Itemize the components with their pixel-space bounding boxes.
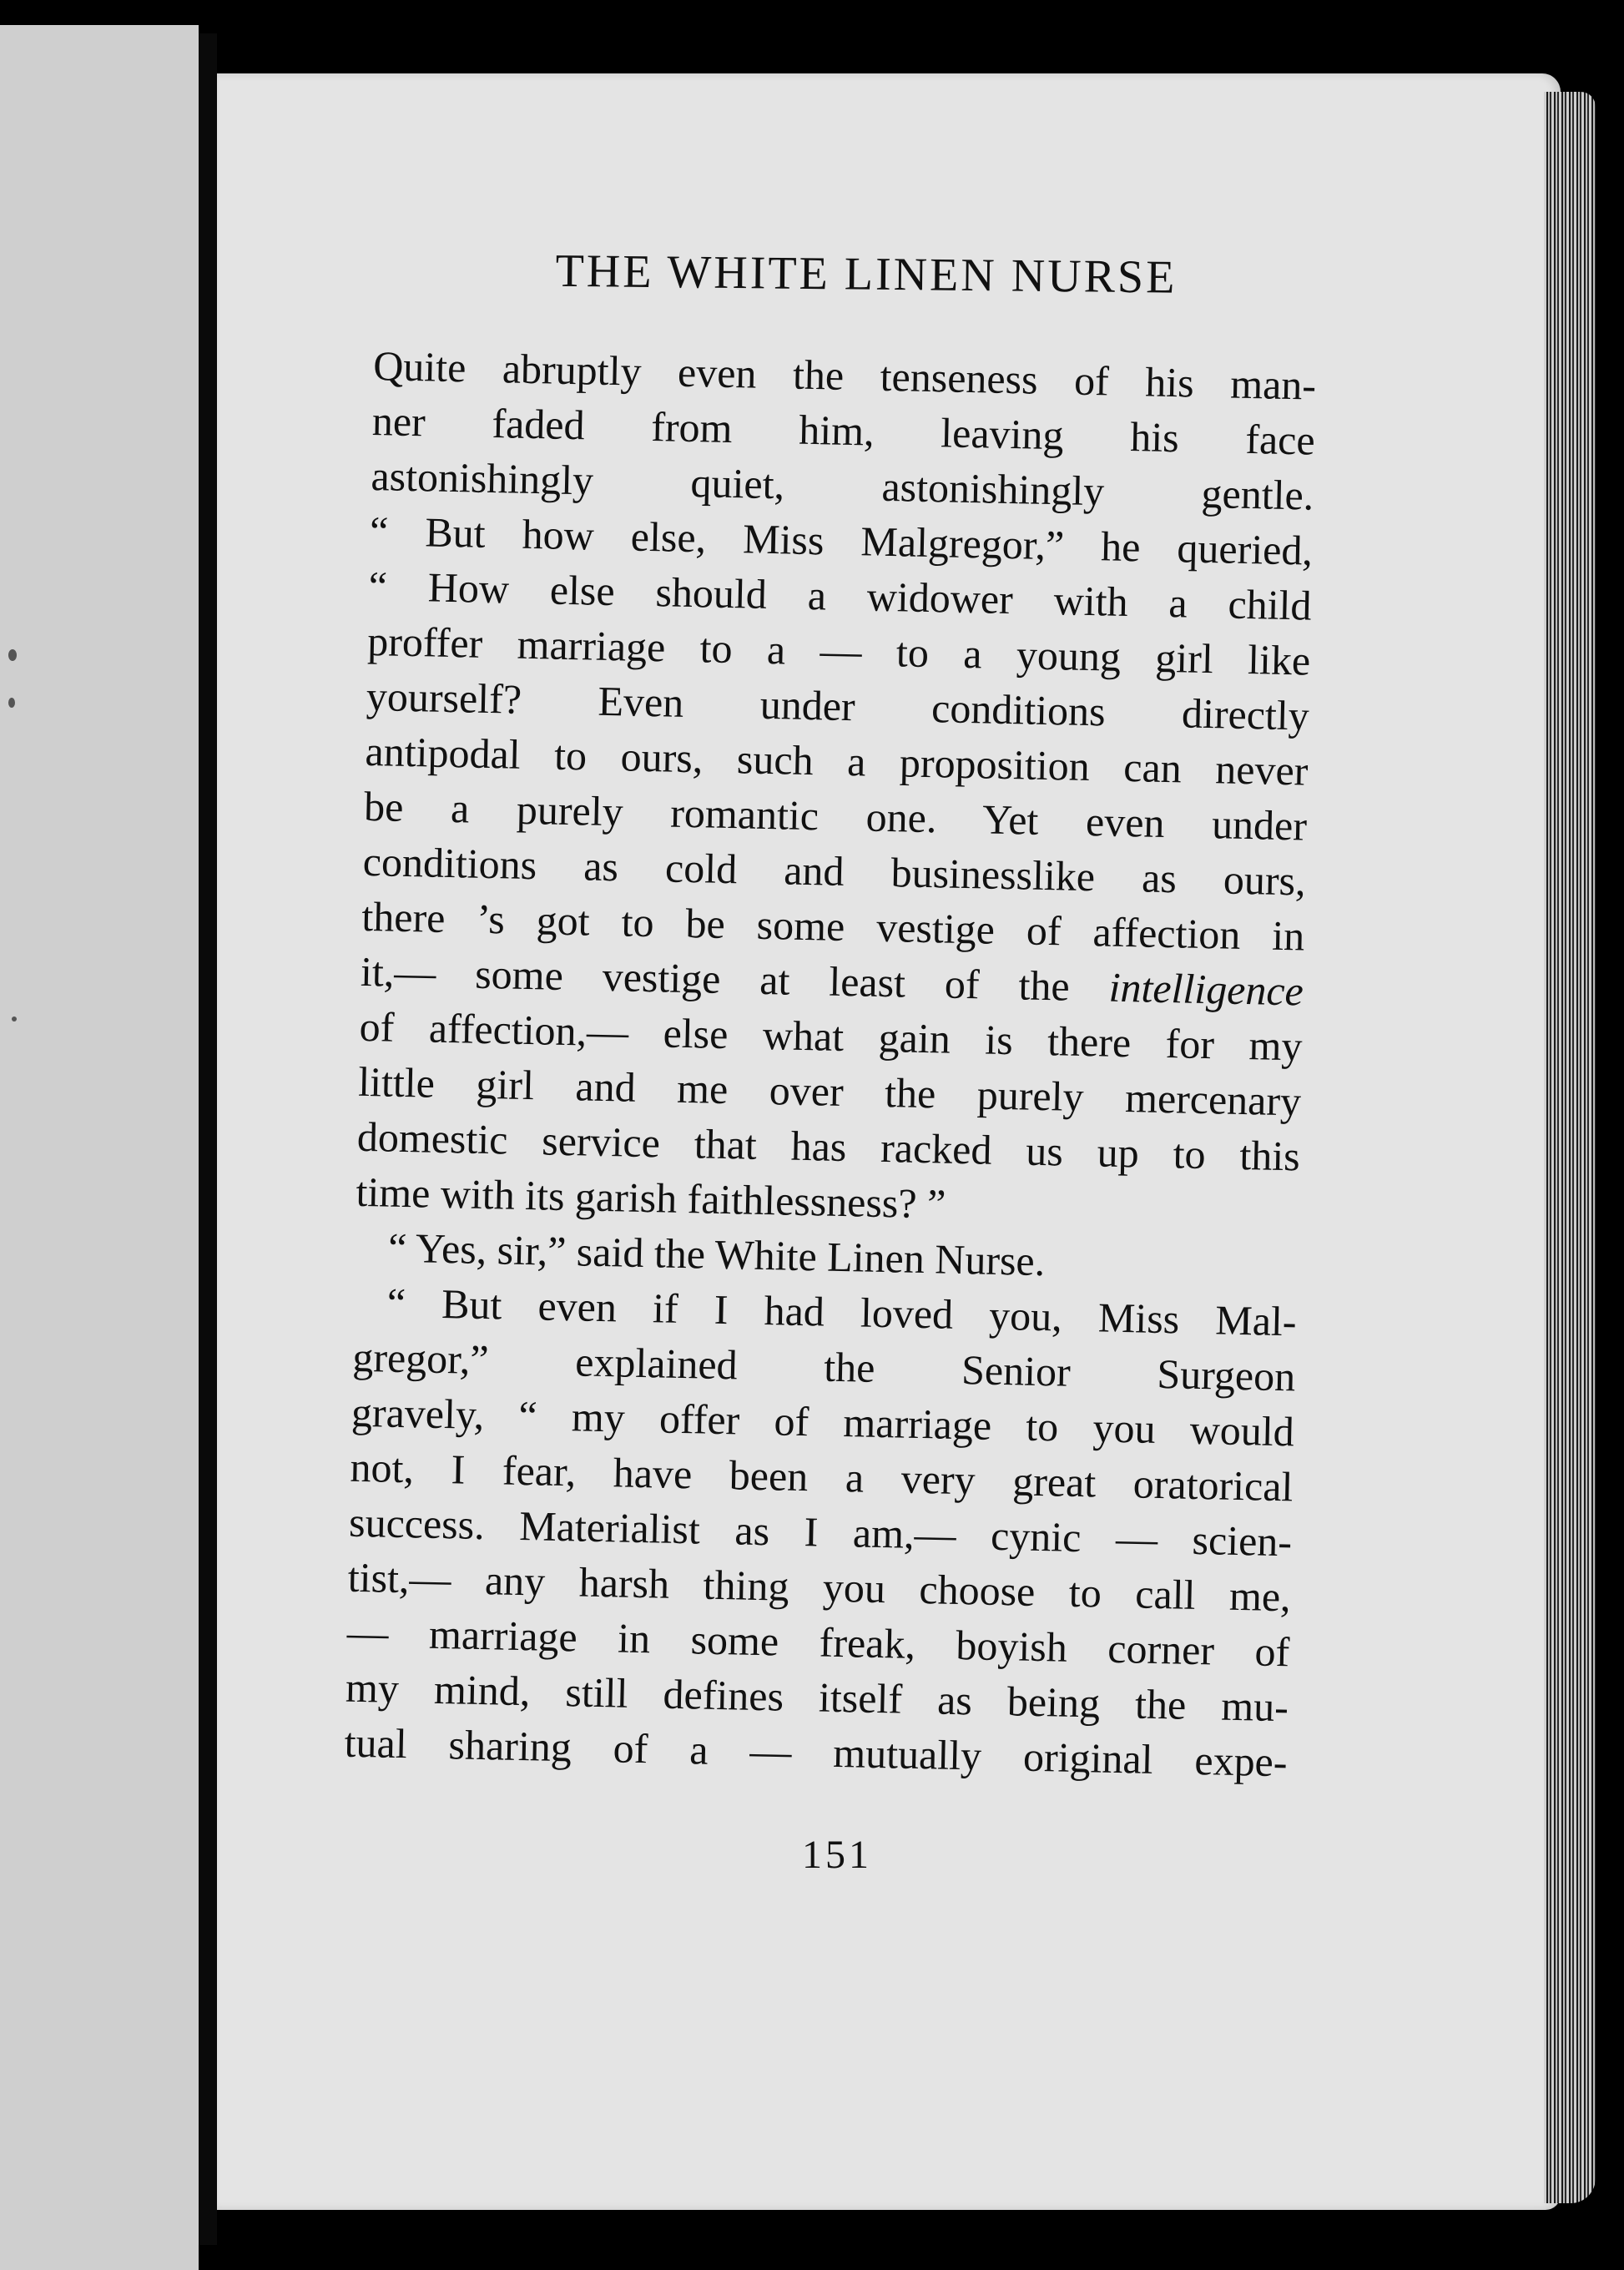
text-line-content: be a purely romantic one. Yet even under <box>363 782 1308 850</box>
left-page <box>0 25 199 2270</box>
text-line-content: it,— some vestige at least of the <box>360 947 1110 1011</box>
text-line-content: my mind, still defines itself as being the mu- <box>345 1663 1289 1731</box>
running-head: THE WHITE LINEN NURSE <box>555 245 1178 304</box>
text-line-content: tist,— any harsh thing you choose to call me, <box>347 1553 1292 1621</box>
text-line-content: little girl and me over the purely mercenary <box>357 1057 1302 1125</box>
text-line-content: conditions as cold and businesslike as ours, <box>362 837 1307 905</box>
text-line-content: antipodal to ours, such a proposition can never <box>365 727 1309 794</box>
italic-emphasis: intelligence <box>1108 963 1304 1015</box>
text-line-content: ner faded from him, leaving his face <box>371 396 1316 464</box>
text-line-content: “ But even if I had loved you, Miss Mal- <box>386 1279 1298 1345</box>
page-number: 151 <box>802 1833 872 1877</box>
text-line-content: of affection,— else what gain is there for my <box>359 1002 1304 1070</box>
text-line-content: proffer marriage to a — to a young girl like <box>366 617 1311 684</box>
text-line-content: not, I fear, have been a very great oratorical <box>350 1443 1294 1511</box>
text-line-content: “ But how else, Miss Malgregor,” he queried, <box>369 507 1314 574</box>
text-line-content: yourself? Even under conditions directly <box>366 672 1310 739</box>
text-line-content: time with its garish faithlessness? ” <box>355 1168 946 1228</box>
text-line-content: domestic service that has racked us up to this <box>356 1112 1301 1180</box>
scan-speck <box>8 649 17 661</box>
text-line-content: there ’s got to be some vestige of affection in <box>361 892 1305 960</box>
book-gutter <box>199 33 217 2245</box>
text-line-content: astonishingly quiet, astonishingly gentle. <box>370 451 1314 519</box>
text-line-content: — marriage in some freak, boyish corner of <box>345 1608 1290 1676</box>
body-text <box>344 338 1317 1789</box>
scan-speck <box>12 1016 17 1022</box>
text-line-content: tual sharing of a — mutually original expe- <box>344 1718 1289 1786</box>
text-line-content: “ How else should a widower with a child <box>368 562 1313 629</box>
text-line-content: gregor,” explained the Senior Surgeon <box>351 1333 1296 1400</box>
scan-speck <box>8 698 15 708</box>
text-line-content: success. Materialist as I am,— cynic — scien- <box>348 1498 1293 1566</box>
text-line-content: Quite abruptly even the tenseness of his man- <box>372 341 1317 409</box>
text-line-content: gravely, “ my offer of marriage to you would <box>351 1388 1295 1455</box>
page-edges <box>1544 92 1596 2203</box>
text-line-content: “ Yes, sir,” said the White Linen Nurse. <box>387 1223 1046 1285</box>
